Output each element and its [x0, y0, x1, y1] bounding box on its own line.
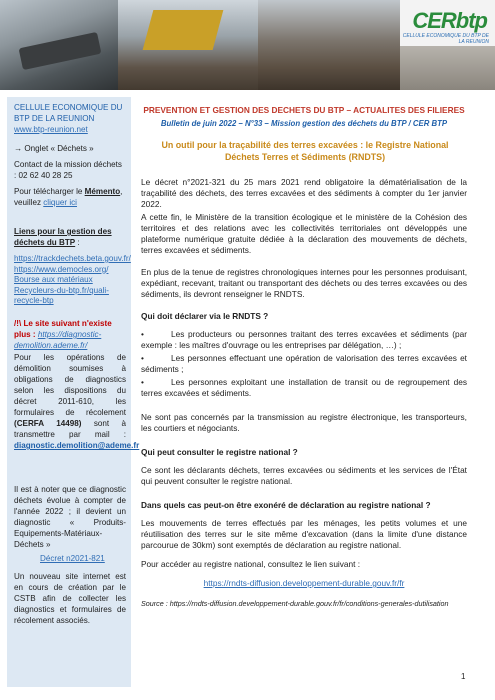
link-bourse-materiaux[interactable]: Bourse aux matériaux	[14, 275, 93, 285]
cliquer-ici-link[interactable]: cliquer ici	[43, 198, 77, 207]
bullet-symbol: •	[141, 329, 144, 339]
paragraph-ministere: A cette fin, le Ministère de la transition écologique et le ministère de la Cohésion des territoires et des relations avec les collectivités territoriales ont développés une plateforme numérique gratuite dédiée à la déclaration des mouvements de déchets, terres excavées et sédiments.	[141, 212, 467, 256]
bullet-text: Les personnes effectuant une opération de valorisation des terres excavées et sédiments ;	[141, 353, 467, 375]
photo-construction-equipment	[118, 0, 258, 90]
email-link[interactable]: diagnostic.demolition@ademe.fr	[14, 441, 140, 450]
transmettre-text: sont à transmettre par mail :	[14, 419, 126, 439]
section-heading: Un outil pour la traçabilité des terres excavées : le Registre National Déchets Terres et Sédiments (RNDTS)	[161, 140, 449, 162]
telecharger-prefix: Pour télécharger le	[14, 187, 83, 196]
sidebar-demolition	[14, 352, 140, 451]
bullet-text: Les personnes exploitant une installation de transit ou de regroupement des terres excavées et sédiments.	[141, 377, 467, 399]
link-trackdechets[interactable]: https://trackdechets.beta.gouv.fr/	[14, 254, 131, 263]
cer-btp-logo	[401, 8, 489, 46]
source-note: Source : https://rndts-diffusion.developpement-durable.gouv.fr/fr/conditions-generales-dutilisation	[141, 599, 449, 608]
sidebar-warning	[14, 318, 126, 351]
link-recycleurs[interactable]: Recycleurs-du-btp.fr/quali-recycle-btp	[14, 285, 109, 306]
link-democles[interactable]: https://www.democles.org/	[14, 264, 109, 274]
warning-label: /!\ Le site suivant n'existe plus :	[14, 319, 112, 339]
sidebar-liens-title	[14, 226, 126, 248]
question-qui-declarer: Qui doit déclarer via le RNDTS ?	[141, 311, 269, 321]
paragraph-registres: En plus de la tenue de registres chronologiques internes pour les personnes produisant, expédiant, recevant, traitant ou transportant des déchets ou des terres excavées ou des sédiments, ils devront renseigner le RNDTS.	[141, 267, 467, 300]
sidebar-org-name: CELLULE ECONOMIQUE DU BTP DE LA REUNION	[14, 103, 123, 123]
bullet-text: Les producteurs ou personnes traitant des terres excavées et sédiments (par exemple : les maîtres d'ouvrage ou les entreprises par délégation, …) ;	[141, 329, 467, 351]
liens-title-text: Liens pour la gestion des déchets du BTP	[14, 227, 112, 247]
page-subtitle: Bulletin de juin 2022 – N°33 – Mission gestion des déchets du BTP / CER BTP	[160, 119, 448, 128]
header-banner	[0, 0, 495, 90]
question-qui-consulter: Qui peut consulter le registre national ?	[141, 447, 298, 457]
sidebar-links-list	[14, 254, 131, 307]
logo-subtitle: CELLULE ECONOMIQUE DU BTP DE LA REUNION	[402, 33, 489, 45]
sidebar-contact: Contact de la mission déchets : 02 62 40 28 25	[14, 160, 122, 180]
telecharger-mid: , veuillez	[14, 187, 123, 207]
sidebar-website-link[interactable]: www.btp-reunion.net	[14, 125, 88, 134]
question-exoneration: Dans quels cas peut-on être exonéré de déclaration au registre national ?	[141, 500, 431, 510]
memento-label: Mémento	[84, 187, 121, 196]
page-title: PREVENTION ET GESTION DES DECHETS DU BTP – ACTUALITES DES FILIERES	[143, 105, 465, 115]
photo-logo-area	[400, 0, 495, 90]
logo-text: CERbtp	[412, 8, 487, 33]
paragraph-exoneration: Les mouvements de terres effectués par les ménages, les petits volumes et une réutilisation des terres sur le site même d'excavation (dans la limite d'une distance parcourue de 30km) sont exemptés de déclaration au registre national.	[141, 518, 467, 551]
demolition-text: Pour les opérations de démolition soumises à obligations de diagnostics selon les dispositions du décret 2011-610, les formulaires de récolement	[14, 353, 126, 417]
photo-concrete-wall	[400, 46, 495, 90]
paragraph-decret: Le décret n°2021-321 du 25 mars 2021 rend obligatoire la dématérialisation de la traçabilité des déchets, des terres excavées et des sédiments à compter du 1er janvier 2022.	[141, 177, 467, 210]
decret-link[interactable]: Décret n2021-821	[40, 554, 105, 563]
photo-road-works	[0, 0, 118, 90]
sidebar-onglet: → Onglet « Déchets »	[14, 144, 94, 153]
sidebar-telecharger	[14, 186, 126, 208]
rndts-link[interactable]: https://rndts-diffusion.developpement-durable.gouv.fr/fr	[203, 578, 405, 588]
bullet-item	[141, 353, 467, 375]
photo-excavated-soil	[258, 0, 400, 90]
paragraph-consultation: Ce sont les déclarants déchets, terres excavées ou sédiments et les services de l'État qui peuvent consulter le registre national.	[141, 465, 467, 487]
paragraph-acceder: Pour accéder au registre national, consultez le lien suivant :	[141, 559, 361, 569]
bullet-item	[141, 329, 467, 351]
warning-link[interactable]: https://diagnostic-demolition.ademe.fr/	[14, 330, 102, 350]
bullet-item	[141, 377, 467, 399]
bullet-symbol: •	[141, 377, 144, 387]
paragraph-non-concernes: Ne sont pas concernés par la transmission au registre électronique, les transporteurs, les courtiers et négociants.	[141, 412, 467, 434]
cerfa-label: (CERFA 14498)	[14, 419, 82, 428]
page-number: 1	[461, 672, 466, 681]
sidebar-note: Il est à noter que ce diagnostic déchets évolue à compter de l'année 2022 ; il devient un diagnostic « Produits-Equipements-Matériaux-Déchets »	[14, 485, 126, 549]
liens-colon: :	[75, 238, 80, 247]
bullet-symbol: •	[141, 353, 144, 363]
sidebar-new-site: Un nouveau site internet est en cours de création par le CSTB afin de collecter les diagnostics et formulaires de récolement associés.	[14, 572, 126, 625]
